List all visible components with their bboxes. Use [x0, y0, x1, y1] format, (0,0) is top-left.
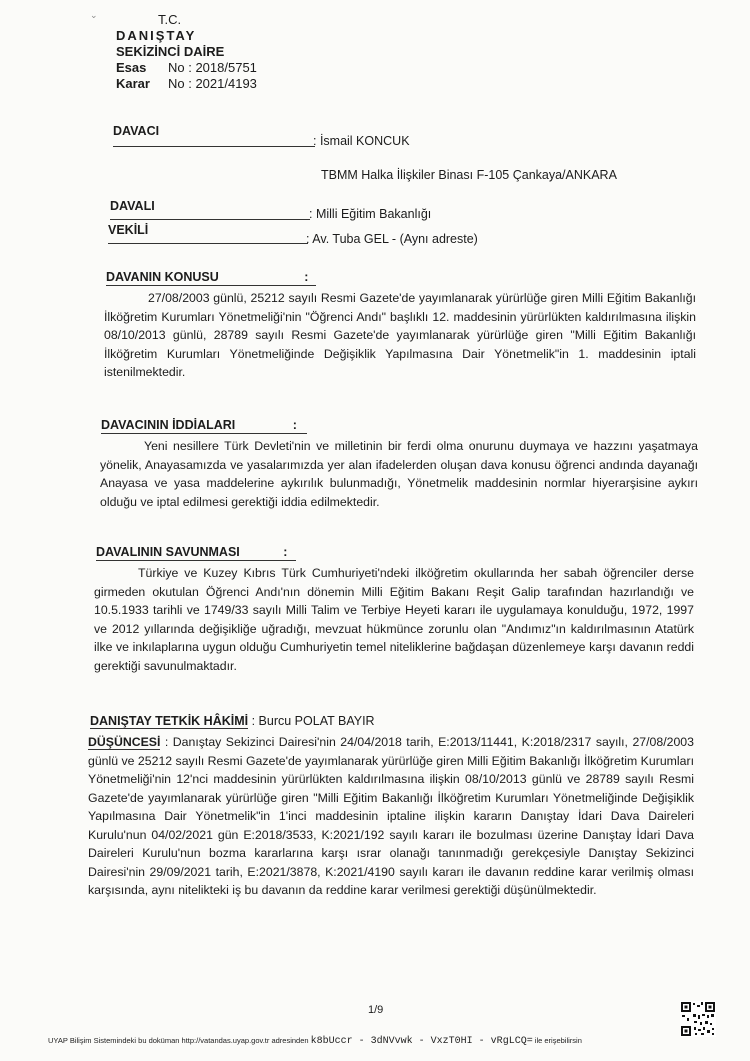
konu-underline: [106, 285, 316, 286]
dusunce-title: DÜŞÜNCESİ: [88, 735, 161, 749]
iddia-title-text: DAVACININ İDDİALARI: [101, 418, 236, 432]
vekili-block: [108, 223, 628, 247]
konu-title-text: DAVANIN KONUSU: [106, 270, 219, 284]
esas-row: [116, 60, 257, 76]
karar-label: Karar: [116, 76, 150, 91]
footer-suffix: ile erişebilirsin: [534, 1036, 582, 1045]
dusunce-paragraph: [88, 733, 694, 900]
hakim-title: DANIŞTAY TETKİK HÂKİMİ: [90, 714, 249, 728]
dusunce-text: : Danıştay Sekizinci Dairesi'nin 24/04/2018 tarih, E:2013/11441, K:2018/2317 sayılı, 27/08/2003 günlü ve 25212 sayılı Resmi Gazete'de yayımlanarak yürürlüğe giren Milli Eğitim Bakanlığı İlköğretim Kurumları Yönetmeliği'nin 12'nci maddesinin yürürlükten kaldırılmasına ilişkin 08/10/2013 günlü ve 28789 sayılı Resmi Gazete'de yayımlanarak yürürlüğe giren "Milli Eğitim Bakanlığı İlköğretim Kurumları Yönetmeliğinde Değişiklik Yapılmasına Dair Yönetmelik"in 1'inci maddesinin iptaline ilişkin kararın Danıştay İdari Dava Daireleri Kurulu'nun 04/02/2021 gün E:2018/3533, K:2021/192 sayılı kararı ile bozulması üzerine Danıştay İdari Dava Daireleri Kurulu'nun bozma kararlarına karşı ısrar olanağı tanınmadığı gerekçesiyle Danıştay Sekizinci Dairesi'nin 29/09/2021 tarih, E:2021/3878, K:2021/4190 sayılı kararı ile davanın reddine karar verilmiş olması karşısında, aynı nitelikteki iş bu davanın da reddine karar verilmesi gerektiği düşünülmektedir.: [88, 735, 694, 897]
iddia-title: [101, 418, 307, 434]
davaci-block: [113, 124, 633, 184]
davali-block: [110, 199, 630, 223]
footer: [48, 1036, 582, 1047]
court-name: DANIŞTAY: [116, 28, 197, 43]
konu-paragraph: 27/08/2003 günlü, 25212 sayılı Resmi Gazete'de yayımlanarak yürürlüğe giren Milli Eğitim Bakanlığı İlköğretim Kurumları Yönetmeliği'nin "Öğrenci Andı" başlıklı 12. maddesinin yürürlükten kaldırılmasına ilişkin 08/10/2013 günlü, 28789 sayılı Resmi Gazete'de yayımlanarak yürürlüğe giren "Milli Eğitim Bakanlığı İlköğretim Kurumları Yönetmeliğinde Değişiklik Yapılmasına Dair Yönetmelik"in 1. maddesinin iptali istenilmektedir.: [104, 291, 696, 379]
savunma-underline: [96, 560, 296, 561]
davali-name: : Milli Eğitim Bakanlığı: [309, 207, 432, 221]
page-number: 1/9: [368, 1004, 384, 1016]
davaci-label: DAVACI: [113, 124, 160, 138]
document-header: [116, 12, 257, 92]
footer-prefix: UYAP Bilişim Sistemindeki bu doküman http://vatandas.uyap.gov.tr adresinden: [48, 1036, 309, 1045]
karar-row: [116, 76, 257, 92]
hakim-line: [90, 714, 375, 728]
hakim-name: : Burcu POLAT BAYIR: [251, 714, 375, 728]
vekili-underline: [108, 243, 308, 244]
chamber-name: SEKİZİNCİ DAİRE: [116, 44, 225, 59]
iddia-colon: :: [292, 418, 297, 432]
qr-code-icon: [680, 1001, 716, 1037]
konu-colon: :: [304, 270, 309, 284]
konu-title: [106, 270, 316, 286]
footer-access-code: k8bUccr - 3dNVvwk - VxzT0HI - vRgLCQ=: [310, 1036, 533, 1047]
iddia-paragraph: Yeni nesillere Türk Devleti'nin ve milletinin bir ferdi olma onurunu duymaya ve hazzını yaşatmaya yönelik, Anayasamızda ve yasalarımızda yer alan ifadelerden oluşan dava konusu öğrenci andında dayanağı Anayasa ve yasa maddelerine aykırılık bulunmadığı, Yönetmelik maddesinin normlar hiyerarşisine aykırı olduğu ve iptal edilmesi gerektiği iddia edilmektedir.: [100, 439, 698, 509]
davali-label: DAVALI: [110, 199, 155, 213]
scan-mark: ⌄: [90, 10, 98, 20]
savunma-title: [96, 545, 296, 561]
vekili-name: : Av. Tuba GEL - (Aynı adreste): [306, 232, 478, 246]
savunma-paragraph: Türkiye ve Kuzey Kıbrıs Türk Cumhuriyeti'ndeki ilköğretim okullarında her sabah öğrenciler derse girmeden okutulan Öğrenci Andı'nın dönemin Milli Eğitim Bakanı Reşit Galip tarafından hazırlandığı ve 10.5.1933 tarihli ve 1749/33 sayılı Milli Talim ve Terbiye Heyeti kararı ile uygulamaya konulduğu, 1972, 1997 ve 2012 yıllarında değişikliğe uğradığı, mevzuat hükmünce zorunlu olan "Andımız"ın kaldırılmasının Atatürk ilke ve inkılaplarına uygun olduğu Cumhuriyetin temel niteliklerine bağdaşan düzenlemeye karşı davanın reddi gerektiği savunulmaktadır.: [94, 566, 694, 673]
davaci-underline: [113, 146, 315, 147]
karar-value: No : 2021/4193: [168, 76, 257, 91]
davaci-address: TBMM Halka İlişkiler Binası F-105 Çankaya/ANKARA: [321, 168, 617, 182]
davali-underline: [110, 219, 310, 220]
esas-value: No : 2018/5751: [168, 60, 257, 75]
savunma-title-text: DAVALININ SAVUNMASI: [96, 545, 240, 559]
savunma-colon: :: [283, 545, 288, 559]
tc-label: T.C.: [158, 12, 182, 27]
vekili-label: VEKİLİ: [108, 223, 149, 237]
davaci-name: : İsmail KONCUK: [313, 134, 410, 148]
iddia-underline: [101, 433, 307, 434]
esas-label: Esas: [116, 60, 147, 75]
